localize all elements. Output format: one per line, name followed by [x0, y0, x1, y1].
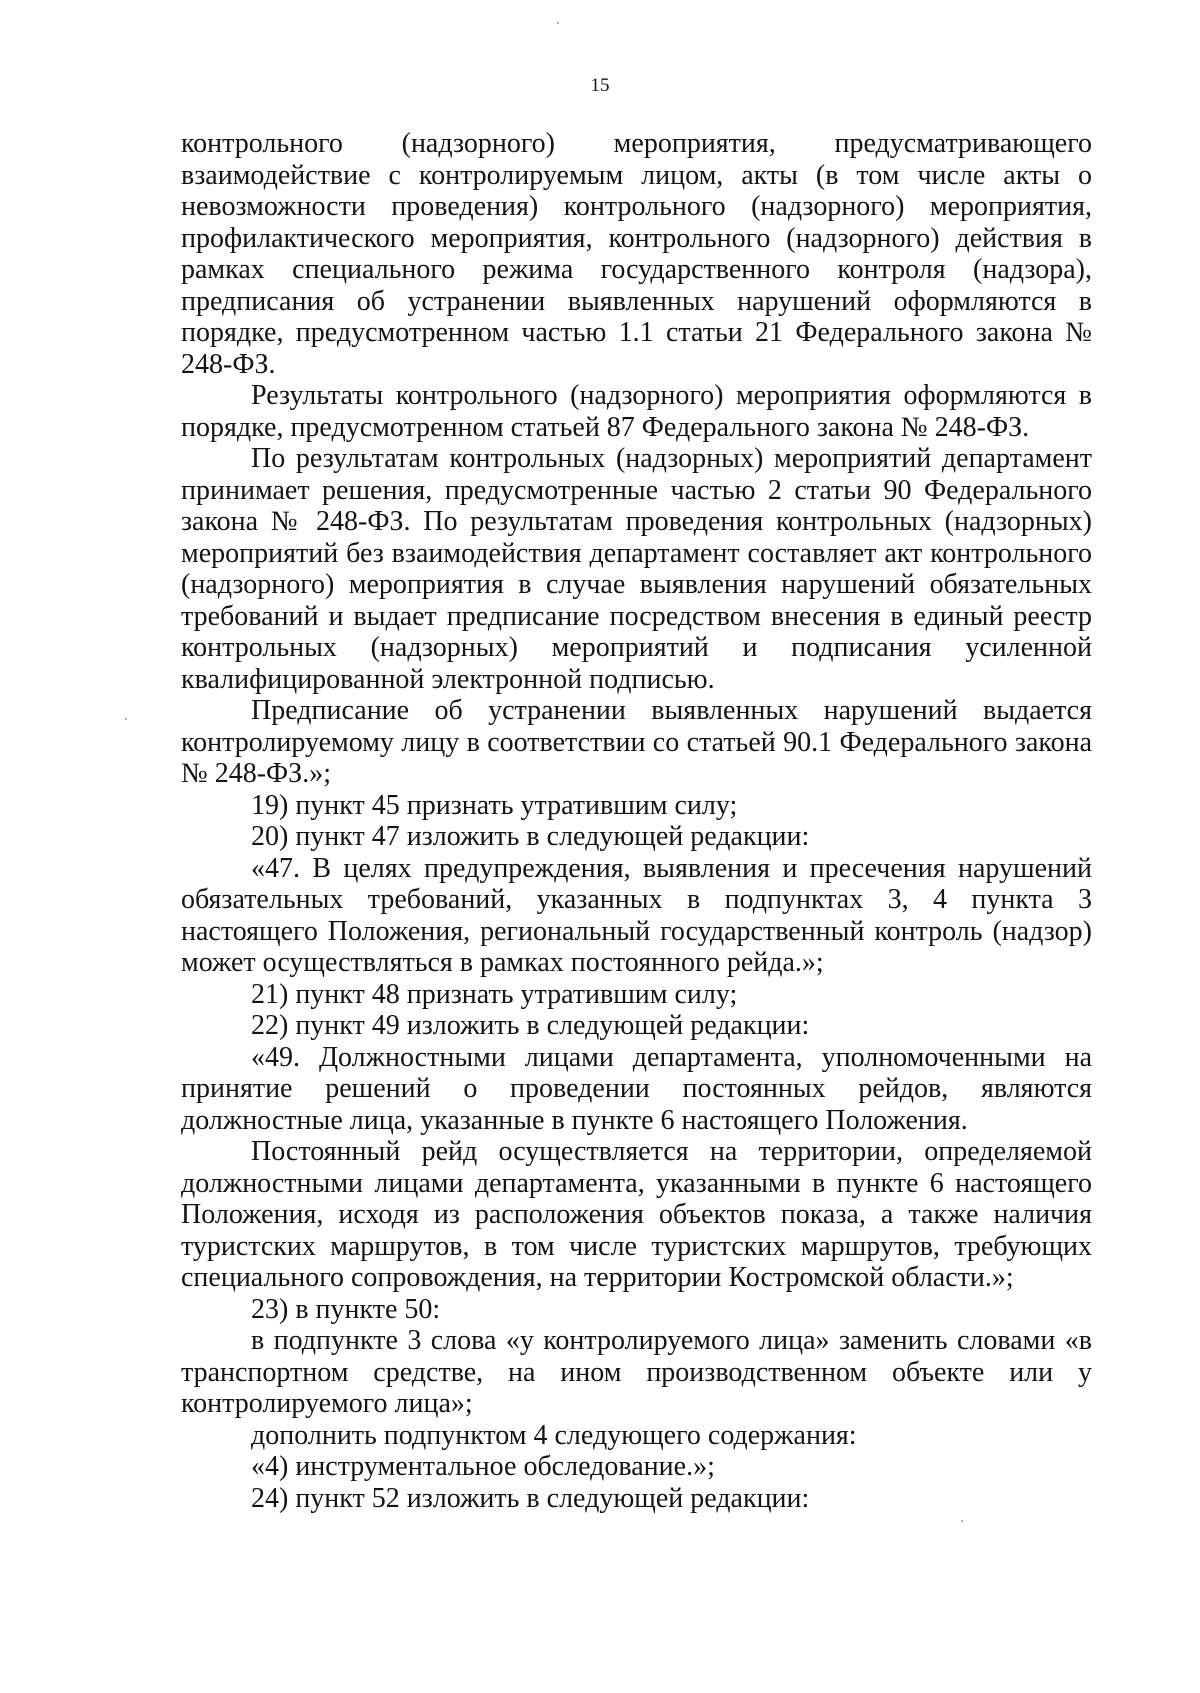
paragraph-decisions: По результатам контрольных (надзорных) мероприятий департамент принимает решения, предусмотренные частью 2 статьи 90 Федерального закона № 248-ФЗ. По результатам проведения контрольных (надзорных) мероприятий без взаимодействия департамент составляет акт контрольного (надзорного) мероприятия в случае выявления нарушений обязательных требований и выдает предписание посредством внесения в единый реестр контрольных (надзорных) мероприятий и подписания усиленной квалифицированной электронной подписью.: [181, 443, 1092, 695]
item-24: 24) пункт 52 изложить в следующей редакции:: [251, 1482, 810, 1514]
subitem-3-change: в подпункте 3 слова «у контролируемого лица» заменить словами «в транспортном средстве, на ином производственном объекте или у контролируемого лица»;: [181, 1325, 1092, 1419]
scan-speck: [961, 1520, 963, 1522]
item-20: 20) пункт 47 изложить в следующей редакции:: [251, 821, 810, 852]
paragraph-prescription: Предписание об устранении выявленных нарушений выдается контролируемому лицу в соответствии со статьей 90.1 Федерального закона № 248-ФЗ.»;: [181, 695, 1092, 789]
clause-49: «49. Должностными лицами департамента, уполномоченными на принятие решений о проведении постоянных рейдов, являются должностные лица, указанные в пункте 6 настоящего Положения.: [181, 1041, 1092, 1136]
item-22: 22) пункт 49 изложить в следующей редакции:: [251, 1010, 810, 1041]
document-body: [181, 128, 1092, 1514]
scan-speck: [125, 718, 127, 720]
clause-47: «47. В целях предупреждения, выявления и пресечения нарушений обязательных требований, указанных в подпунктах 3, 4 пункта 3 настоящего Положения, региональный государственный контроль (надзор) может осуществляться в рамках постоянного рейда.»;: [181, 852, 1092, 978]
item-23: 23) в пункте 50:: [251, 1293, 441, 1325]
item-19: 19) пункт 45 признать утратившим силу;: [251, 789, 738, 821]
subitem-4-text: «4) инструментальное обследование.»;: [251, 1451, 715, 1482]
item-21: 21) пункт 48 признать утратившим силу;: [251, 978, 738, 1010]
paragraph-results: Результаты контрольного (надзорного) мероприятия оформляются в порядке, предусмотренном статьей 87 Федерального закона № 248-ФЗ.: [181, 380, 1092, 443]
subitem-4-add: дополнить подпунктом 4 следующего содержания:: [251, 1419, 857, 1451]
scan-speck: [557, 22, 559, 24]
page-number: 15: [590, 75, 610, 96]
paragraph-permanent-raid: Постоянный рейд осуществляется на территории, определяемой должностными лицами департамента, указанными в пункте 6 настоящего Положения, исходя из расположения объектов показа, а также наличия туристских маршрутов, в том числе туристских маршрутов, требующих специального сопровождения, на территории Костромской области.»;: [181, 1136, 1092, 1293]
paragraph-continuation: контрольного (надзорного) мероприятия, предусматривающего взаимодействие с контролируемым лицом, акты (в том числе акты о невозможности проведения) контрольного (надзорного) мероприятия, профилактического мероприятия, контрольного (надзорного) действия в рамках специального режима государственного контроля (надзора), предписания об устранении выявленных нарушений оформляются в порядке, предусмотренном частью 1.1 статьи 21 Федерального закона № 248-ФЗ.: [181, 128, 1092, 380]
